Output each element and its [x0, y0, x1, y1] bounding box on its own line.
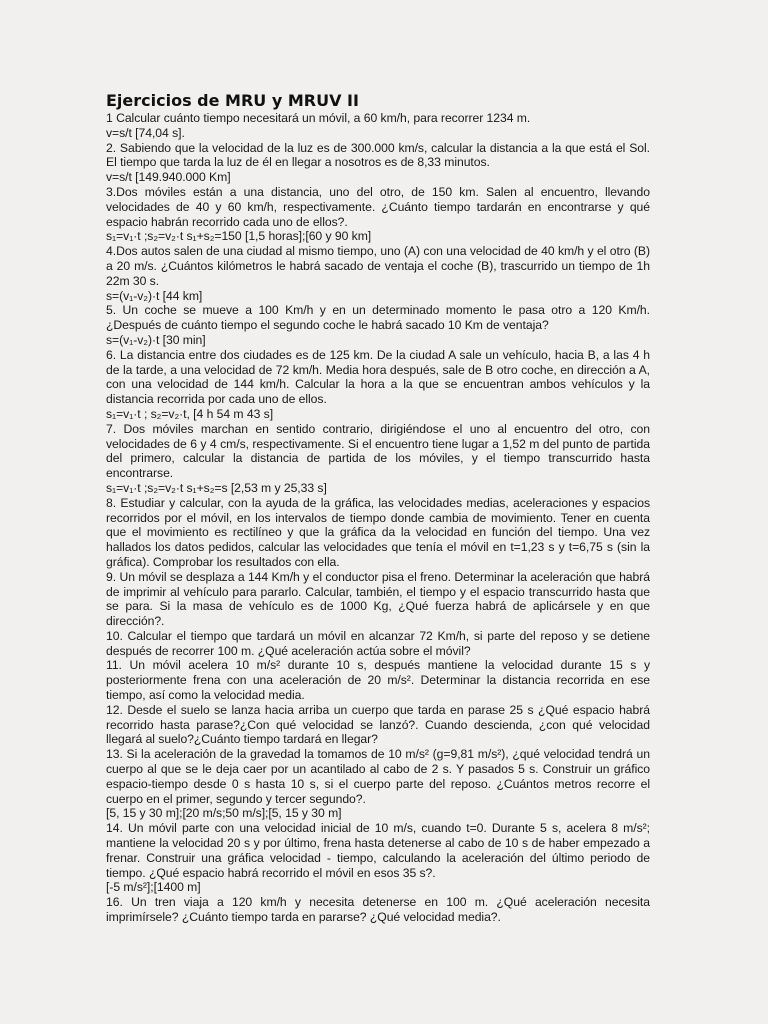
answer-line: s₁=v₁·t ;s₂=v₂·t s₁+s₂=s [2,53 m y 25,33 s] [106, 480, 327, 495]
answer-line: s₁=v₁·t ; s₂=v₂·t, [4 h 54 m 43 s] [106, 406, 274, 421]
document-page [106, 92, 650, 925]
exercise-statement: 6. La distancia entre dos ciudades es de 125 km. De la ciudad A sale un vehículo, hacia B, a las 4 h de la tarde, a una velocidad de 72 km/h. Media hora después, sale de B otro coche, en dirección a A, con una velocidad de 144 km/h. Calcular la hora a la que se encuentran ambos vehículos y la distancia recorrida por cada uno de ellos. [106, 347, 650, 407]
exercise-statement: 5. Un coche se mueve a 100 Km/h y en un determinado momento le pasa otro a 120 Km/h. ¿Después de cuánto tiempo el segundo coche le habrá sacado 10 Km de ventaja? [106, 303, 650, 333]
answer-line: v=s/t [74,04 s]. [106, 125, 185, 140]
exercise-statement: 13. Si la aceleración de la gravedad la tomamos de 10 m/s² (g=9,81 m/s²), ¿qué velocidad tendrá un cuerpo al que se le deja caer por un acantilado al cabo de 2 s. Y pasados 5 s. Construir un gráfico espacio-tiempo desde 0 s hasta 10 s, si el cuerpo parte del reposo. ¿Cuántos metros recorre el cuerpo en el primer, segundo y tercer segundo?. [106, 747, 650, 806]
answer-line: v=s/t [149.940.000 Km] [106, 170, 231, 185]
exercise-statement: 14. Un móvil parte con una velocidad inicial de 10 m/s, cuando t=0. Durante 5 s, acelera 8 m/s²; mantiene la velocidad 20 s y por último, frena hasta detenerse al cabo de 10 s de haber empezado a frenar. Construir una gráfica velocidad - tiempo, calculando la aceleración del último periodo de tiempo. ¿Qué espacio habrá recorrido el móvil en esos 35 s?. [106, 821, 650, 880]
exercise-statement: 16. Un tren viaja a 120 km/h y necesita detenerse en 100 m. ¿Qué aceleración necesita imprimírsele? ¿Cuánto tiempo tarda en pararse? ¿Qué velocidad media?. [106, 895, 650, 925]
exercise-statement: 10. Calcular el tiempo que tardará un móvil en alcanzar 72 Km/h, si parte del reposo y se detiene después de recorrer 100 m. ¿Qué aceleración actúa sobre el móvil? [106, 628, 650, 658]
exercise-statement: 1 Calcular cuánto tiempo necesitará un móvil, a 60 km/h, para recorrer 1234 m. [106, 111, 531, 125]
exercise-statement: 4.Dos autos salen de una ciudad al mismo tiempo, uno (A) con una velocidad de 40 km/h y el otro (B) a 20 m/s. ¿Cuántos kilómetros le habrá sacado de ventaja el coche (B), trascurrido un tiempo de 1h 22m 30 s. [106, 244, 650, 288]
answer-line: s=(v₁-v₂)·t [44 km] [106, 288, 203, 303]
document-title: Ejercicios de MRU y MRUV II [106, 91, 359, 110]
exercise-statement: 3.Dos móviles están a una distancia, uno del otro, de 150 km. Salen al encuentro, llevando velocidades de 40 y 60 km/h, respectivamente. ¿Cuánto tiempo tardarán en encontrarse y qué espacio habrán recorrido cada uno de ellos?. [106, 184, 650, 229]
answer-line: [-5 m/s²];[1400 m] [106, 880, 201, 895]
exercise-statement: 7. Dos móviles marchan en sentido contrario, dirigiéndose el uno al encuentro del otro, con velocidades de 6 y 4 cm/s, respectivamente. Si el encuentro tiene lugar a 1,52 m del punto de partida del primero, calcular la distancia de partida de los móviles, y el tiempo transcurrido hasta encontrarse. [106, 421, 650, 481]
exercise-list [106, 111, 650, 925]
exercise-statement: 11. Un móvil acelera 10 m/s² durante 10 s, después mantiene la velocidad durante 15 s y posteriormente frena con una aceleración de 20 m/s². Determinar la distancia recorrida en ese tiempo, así como la velocidad media. [106, 658, 650, 703]
exercise-statement: 9. Un móvil se desplaza a 144 Km/h y el conductor pisa el freno. Determinar la aceleración que habrá de imprimir al vehículo para pararlo. Calcular, también, el tiempo y el espacio transcurrido hasta que se para. Si la masa de vehículo es de 1000 Kg, ¿Qué fuerza habrá de aplicársele y en que dirección?. [106, 569, 650, 629]
exercise-statement: 8. Estudiar y calcular, con la ayuda de la gráfica, las velocidades medias, aceleraciones y espacios recorridos por el móvil, en los intervalos de tiempo donde cambia de movimiento. Tener en cuenta que el movimiento es rectilíneo y que la gráfica da la velocidad en función del tiempo. Una vez hallados los datos pedidos, calcular las velocidades que tenía el móvil en t=1,23 s y t=6,75 s (sin la gráfica). Comprobar los resultados con ella. [106, 495, 650, 569]
answer-line: s=(v₁-v₂)·t [30 min] [106, 332, 206, 347]
exercise-statement: 2. Sabiendo que la velocidad de la luz es de 300.000 km/s, calcular la distancia a la que está el Sol. El tiempo que tarda la luz de él en llegar a nosotros es de 8,33 minutos. [106, 140, 650, 170]
answer-line: [5, 15 y 30 m];[20 m/s;50 m/s];[5, 15 y 30 m] [106, 806, 342, 821]
exercise-statement: 12. Desde el suelo se lanza hacia arriba un cuerpo que tarda en parase 25 s ¿Qué espacio habrá recorrido hasta parase?¿Con qué velocidad se lanzó?. Cuando descienda, ¿con qué velocidad llegará al suelo?¿Cuánto tiempo tardará en llegar? [106, 702, 650, 747]
answer-line: s₁=v₁·t ;s₂=v₂·t s₁+s₂=150 [1,5 horas];[60 y 90 km] [106, 229, 372, 244]
